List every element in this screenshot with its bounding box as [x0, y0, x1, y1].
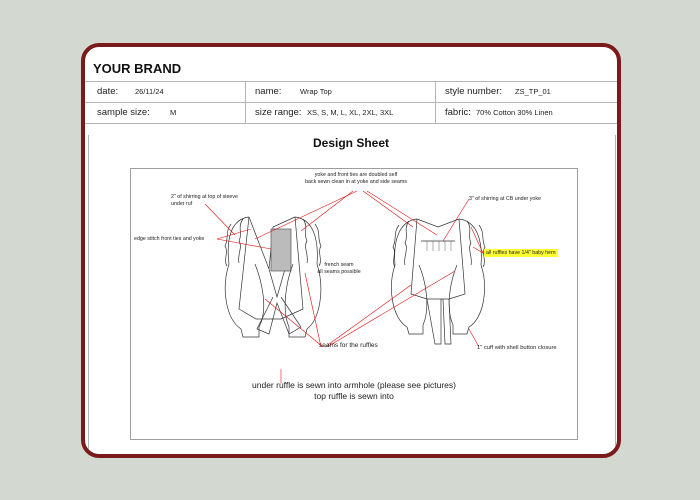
note-ruffles-hem — [484, 250, 558, 257]
style-number-value: ZS_TP_01 — [515, 87, 551, 96]
note-under-ruffle: under ruffle is sewn into armhole (please see pictures) — [252, 380, 456, 390]
sheet-title: Design Sheet — [312, 136, 390, 150]
date-value: 26/11/24 — [135, 87, 164, 96]
note-cb-shirring: 3" of shirring at CB under yoke — [469, 196, 541, 202]
front-view-sketch — [225, 217, 321, 337]
note-yoke-line1: yoke and front ties are doubled self — [314, 172, 398, 178]
note-french-seam-line2: all seams possible — [317, 268, 361, 275]
note-french-seam — [311, 262, 367, 275]
brand-name: YOUR BRAND — [93, 61, 182, 76]
note-yoke-line2: back sewn clean in at yoke and side seams — [305, 178, 407, 185]
back-view-sketch — [391, 219, 485, 344]
info-row-2 — [85, 103, 617, 124]
note-sleeve-shirring-line1: 2" of shirring at top of sleeve — [171, 194, 238, 200]
divider — [435, 103, 436, 123]
fabric-label: fabric: — [445, 107, 471, 118]
date-label: date: — [97, 86, 119, 97]
note-edge-stitch: edge stitch front ties and yoke — [134, 236, 205, 242]
size-range-label: size range: — [255, 107, 302, 118]
note-cuff: 1" cuff with shell button closure — [477, 345, 557, 351]
divider — [245, 103, 246, 123]
sample-size-value: M — [170, 108, 177, 117]
note-sleeve-shirring — [171, 194, 238, 207]
info-row-1 — [85, 82, 617, 103]
spec-sheet-frame — [81, 43, 621, 458]
info-grid — [85, 81, 617, 124]
divider — [435, 82, 436, 102]
note-seams-ruffles: seams for the ruffles — [319, 342, 378, 349]
style-number-label: style number: — [445, 86, 503, 97]
technical-drawing — [130, 168, 578, 440]
note-sleeve-shirring-line2: under ruf — [171, 200, 193, 207]
sample-size-label: sample size: — [97, 107, 150, 118]
callout-lines — [205, 191, 483, 383]
name-value: Wrap Top — [300, 87, 332, 96]
size-range-value: XS, S, M, L, XL, 2XL, 3XL — [307, 108, 394, 117]
note-yoke — [291, 172, 421, 185]
note-french-seam-line1: french seam — [324, 262, 354, 268]
divider — [245, 82, 246, 102]
fabric-value: 70% Cotton 30% Linen — [476, 108, 553, 117]
note-top-ruffle: top ruffle is sewn into — [314, 391, 394, 401]
name-label: name: — [255, 86, 282, 97]
note-ruffles-hem-text: all ruffles have 1/4" baby hem — [486, 250, 556, 256]
